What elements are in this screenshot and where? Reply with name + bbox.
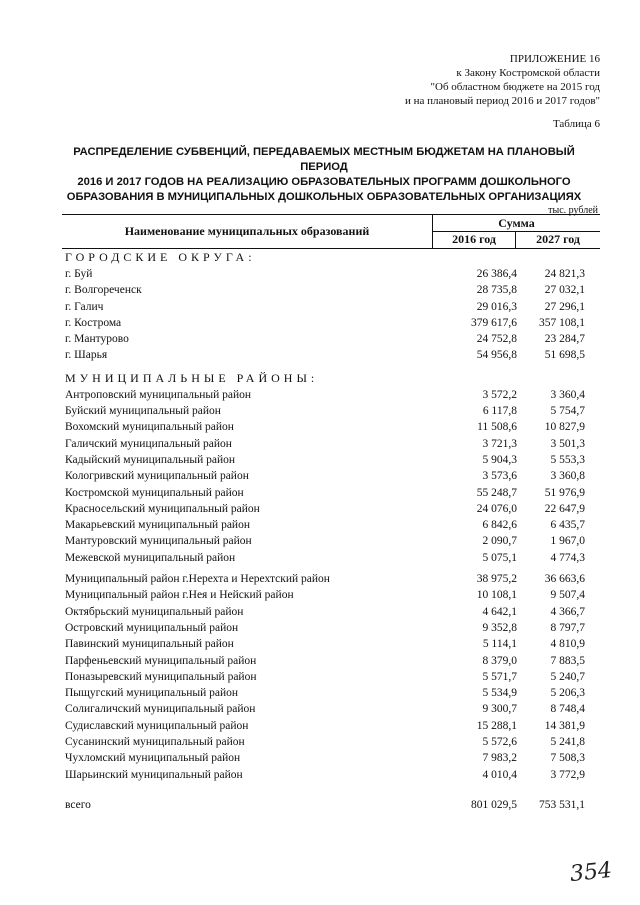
row-value-2016: 4 642,1 xyxy=(482,605,517,618)
row-value-2016: 3 572,2 xyxy=(482,388,517,401)
section-cities: ГОРОДСКИЕ ОКРУГА: xyxy=(65,250,256,264)
appendix-line: ПРИЛОЖЕНИЕ 16 xyxy=(509,53,600,65)
row-value-2016: 5 571,7 xyxy=(482,670,517,683)
table-row xyxy=(62,533,600,549)
row-value-2017: 3 360,4 xyxy=(550,388,585,401)
row-value-2016: 3 721,3 xyxy=(482,437,517,450)
row-name: Макарьевский муниципальный район xyxy=(65,519,250,532)
row-value-2017: 4 810,9 xyxy=(550,638,585,651)
row-name: Судиславский муниципальный район xyxy=(65,719,249,732)
table-row xyxy=(62,331,600,347)
row-name: Поназыревский муниципальный район xyxy=(65,670,257,683)
row-value-2016: 9 300,7 xyxy=(482,703,517,716)
row-value-2017: 51 698,5 xyxy=(544,349,585,362)
row-name: г. Волгореченск xyxy=(65,284,142,297)
row-value-2017: 14 381,9 xyxy=(544,719,585,732)
row-value-2017: 7 508,3 xyxy=(550,752,585,765)
row-value-2016: 5 114,1 xyxy=(482,638,517,651)
row-value-2016: 9 352,8 xyxy=(482,621,517,634)
table-row xyxy=(62,620,600,636)
table-row xyxy=(62,485,600,501)
row-value-2017: 51 976,9 xyxy=(544,486,585,499)
row-value-2016: 26 386,4 xyxy=(476,268,517,280)
row-name: г. Галич xyxy=(65,300,104,313)
table-row xyxy=(62,266,600,282)
row-value-2017: 4 366,7 xyxy=(550,605,585,618)
row-value-2017: 5 553,3 xyxy=(550,453,585,466)
row-name: всего xyxy=(65,798,91,811)
table-row xyxy=(62,403,600,419)
table-row xyxy=(62,685,600,701)
row-value-2017: 27 032,1 xyxy=(544,284,585,297)
header-year-2017: 2027 год xyxy=(536,232,580,246)
row-value-2016: 5 534,9 xyxy=(482,687,517,700)
row-value-2017: 3 501,3 xyxy=(550,437,585,450)
row-value-2016: 24 752,8 xyxy=(476,333,517,346)
table-row xyxy=(62,571,600,587)
row-name: г. Буй xyxy=(65,268,93,280)
table-row xyxy=(62,636,600,652)
appendix-line: к Закону Костромской области xyxy=(456,67,600,79)
row-value-2017: 23 284,7 xyxy=(544,333,585,346)
row-value-2016: 54 956,8 xyxy=(476,349,517,362)
row-value-2017: 357 108,1 xyxy=(539,316,585,329)
table-row xyxy=(62,347,600,363)
table-row xyxy=(62,282,600,298)
table-row xyxy=(62,452,600,468)
row-value-2017: 7 883,5 xyxy=(550,654,585,667)
row-name: Чухломский муниципальный район xyxy=(65,752,241,765)
table-row xyxy=(62,734,600,750)
row-value-2017: 3 360,8 xyxy=(550,470,585,483)
row-value-2016: 3 573,6 xyxy=(482,470,517,483)
table-header xyxy=(62,214,600,249)
table-row xyxy=(62,436,600,452)
row-name: Муниципальный район г.Нерехта и Нерехтский район xyxy=(65,573,330,586)
row-name: г. Шарья xyxy=(65,349,108,362)
row-name: Павинский муниципальный район xyxy=(65,638,234,651)
table-row xyxy=(62,604,600,620)
row-value-2017: 753 531,1 xyxy=(539,798,585,811)
row-name: Октябрьский муниципальный район xyxy=(65,605,244,618)
units-label: тыс. рублей xyxy=(548,205,598,216)
table-row xyxy=(62,653,600,669)
row-name: Буйский муниципальный район xyxy=(65,405,221,418)
row-value-2017: 8 748,4 xyxy=(550,703,585,716)
row-name: Костромской муниципальный район xyxy=(65,486,244,499)
row-value-2016: 5 904,3 xyxy=(482,453,517,466)
table-row xyxy=(62,550,600,566)
row-value-2016: 5 572,6 xyxy=(482,736,517,749)
row-name: Антроповский муниципальный район xyxy=(65,388,252,401)
row-value-2017: 27 296,1 xyxy=(544,300,585,313)
table-number: Таблица 6 xyxy=(552,118,600,130)
row-value-2017: 1 967,0 xyxy=(550,535,585,548)
row-value-2017: 22 647,9 xyxy=(544,502,585,515)
row-name: Солигаличский муниципальный район xyxy=(65,703,256,716)
subsidy-table xyxy=(62,214,600,813)
table-row xyxy=(62,718,600,734)
page-number: 354 xyxy=(568,857,614,888)
row-value-2016: 24 076,0 xyxy=(476,502,517,515)
row-value-2016: 11 508,6 xyxy=(477,421,517,434)
row-name: г. Мантурово xyxy=(65,333,129,346)
row-name: Муниципальный район г.Нея и Нейский район xyxy=(65,589,294,602)
appendix-line: "Об областном бюджете на 2015 год xyxy=(430,81,600,93)
row-value-2017: 4 774,3 xyxy=(550,551,585,564)
row-name: Кадыйский муниципальный район xyxy=(65,453,236,466)
row-value-2016: 379 617,6 xyxy=(471,316,517,329)
title-line: РАСПРЕДЕЛЕНИЕ СУБВЕНЦИЙ, ПЕРЕДАВАЕМЫХ МЕСТНЫМ БЮДЖЕТАМ НА ПЛАНОВЫЙ ПЕРИОД xyxy=(73,146,575,173)
row-value-2016: 2 090,7 xyxy=(482,535,517,548)
row-value-2016: 4 010,4 xyxy=(482,768,517,781)
row-value-2016: 7 983,2 xyxy=(482,752,517,765)
row-value-2017: 8 797,7 xyxy=(550,621,585,634)
appendix-line: и на плановый период 2016 и 2017 годов" xyxy=(404,95,600,107)
row-value-2016: 801 029,5 xyxy=(471,798,517,811)
table-row xyxy=(62,669,600,685)
row-name: Парфеньевский муниципальный район xyxy=(65,654,257,667)
row-value-2016: 29 016,3 xyxy=(476,300,517,313)
row-value-2017: 9 507,4 xyxy=(550,589,585,602)
table-row xyxy=(62,767,600,783)
row-value-2017: 5 240,7 xyxy=(550,670,585,683)
row-name: Вохомский муниципальный район xyxy=(65,421,234,434)
row-value-2016: 55 248,7 xyxy=(476,486,517,499)
row-value-2016: 38 975,2 xyxy=(476,573,517,586)
title-line: 2016 И 2017 ГОДОВ НА РЕАЛИЗАЦИЮ ОБРАЗОВАТЕЛЬНЫХ ПРОГРАММ ДОШКОЛЬНОГО xyxy=(77,176,571,188)
table-row xyxy=(62,517,600,533)
header-name: Наименование муниципальных образований xyxy=(62,215,433,248)
row-name: Красносельский муниципальный район xyxy=(65,502,260,515)
row-value-2016: 6 117,8 xyxy=(482,405,517,418)
row-name: Пыщугский муниципальный район xyxy=(65,687,239,700)
row-value-2016: 8 379,0 xyxy=(482,654,517,667)
row-name: Островский муниципальный район xyxy=(65,621,239,634)
table-row xyxy=(62,750,600,766)
row-value-2017: 6 435,7 xyxy=(550,519,585,532)
row-name: Мантуровский муниципальный район xyxy=(65,535,252,548)
row-name: Кологривский муниципальный район xyxy=(65,470,249,483)
row-value-2016: 28 735,8 xyxy=(476,284,517,297)
row-value-2017: 5 206,3 xyxy=(550,687,585,700)
table-row xyxy=(62,587,600,603)
row-name: Галичский муниципальный район xyxy=(65,437,232,450)
row-value-2017: 10 827,9 xyxy=(544,421,585,434)
row-name: г. Кострома xyxy=(65,316,122,329)
table-body xyxy=(62,249,600,813)
row-value-2016: 5 075,1 xyxy=(482,551,517,564)
row-name: Межевской муниципальный район xyxy=(65,551,236,564)
title-line: ОБРАЗОВАНИЯ В МУНИЦИПАЛЬНЫХ ДОШКОЛЬНЫХ ОБРАЗОВАТЕЛЬНЫХ ОРГАНИЗАЦИЯХ xyxy=(66,191,582,203)
appendix-block xyxy=(280,52,600,108)
row-value-2017: 5 754,7 xyxy=(550,405,585,418)
row-name: Сусанинский муниципальный район xyxy=(65,736,245,749)
table-row xyxy=(62,299,600,315)
row-value-2017: 5 241,8 xyxy=(550,736,585,749)
document-title xyxy=(50,145,598,205)
row-value-2017: 3 772,9 xyxy=(550,768,585,781)
row-value-2016: 15 288,1 xyxy=(476,719,517,732)
header-sum: Сумма xyxy=(433,215,600,232)
table-row xyxy=(62,315,600,331)
section-districts: МУНИЦИПАЛЬНЫЕ РАЙОНЫ: xyxy=(65,370,319,385)
row-name: Шарьинский муниципальный район xyxy=(65,768,243,781)
table-row xyxy=(62,419,600,435)
row-value-2017: 36 663,6 xyxy=(544,573,585,586)
row-value-2016: 6 842,6 xyxy=(482,519,517,532)
table-row xyxy=(62,468,600,484)
total-row xyxy=(62,797,600,813)
table-row xyxy=(62,387,600,403)
table-row xyxy=(62,501,600,517)
row-value-2017: 24 821,3 xyxy=(544,268,585,280)
row-value-2016: 10 108,1 xyxy=(476,589,517,602)
header-year-2016: 2016 год xyxy=(433,232,516,248)
table-row xyxy=(62,701,600,717)
